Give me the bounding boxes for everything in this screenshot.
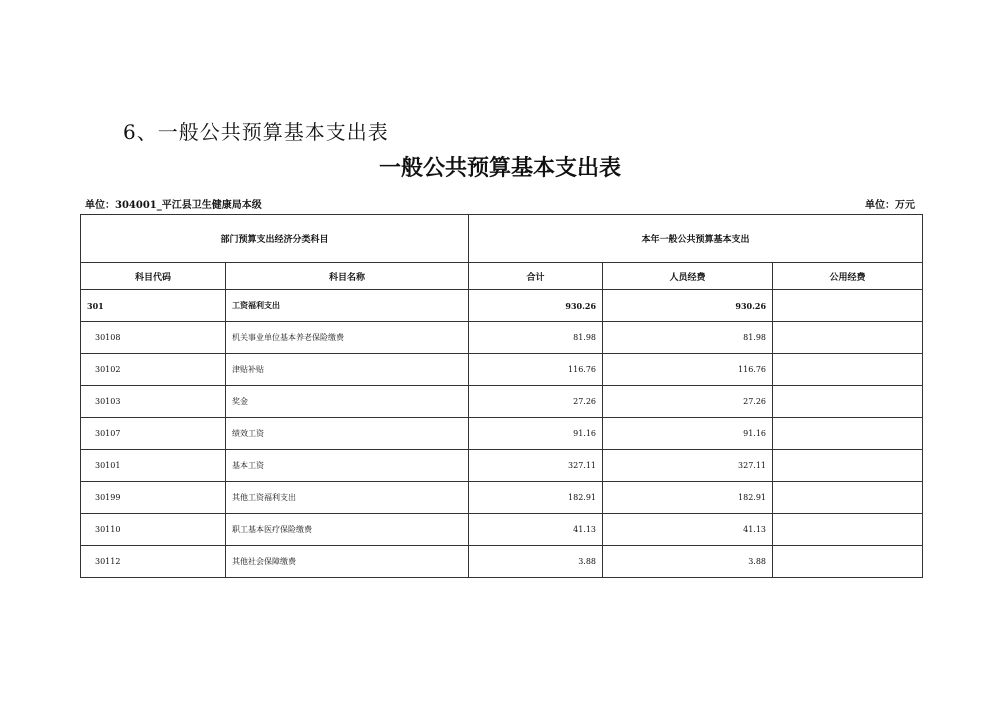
- cell-personnel: 27.26: [603, 386, 773, 418]
- header-basic-expenditure: 本年一般公共预算基本支出: [469, 215, 923, 263]
- cell-name: 工资福利支出: [226, 290, 469, 322]
- table-row: [81, 546, 923, 578]
- cell-name: 津贴补贴: [226, 354, 469, 386]
- cell-code: 30199: [81, 482, 226, 514]
- cell-public: [773, 546, 923, 578]
- budget-table: [80, 214, 923, 578]
- cell-total: 91.16: [469, 418, 603, 450]
- cell-public: [773, 290, 923, 322]
- cell-public: [773, 386, 923, 418]
- cell-personnel: 116.76: [603, 354, 773, 386]
- cell-name: 绩效工资: [226, 418, 469, 450]
- cell-personnel: 41.13: [603, 514, 773, 546]
- cell-public: [773, 482, 923, 514]
- table-row: [81, 450, 923, 482]
- cell-code: 30108: [81, 322, 226, 354]
- table-row: [81, 482, 923, 514]
- cell-total: 930.26: [469, 290, 603, 322]
- cell-total: 182.91: [469, 482, 603, 514]
- cell-name: 其他工资福利支出: [226, 482, 469, 514]
- column-header-code: 科目代码: [81, 263, 226, 290]
- cell-total: 27.26: [469, 386, 603, 418]
- page-title: 一般公共预算基本支出表: [378, 155, 621, 181]
- cell-name: 奖金: [226, 386, 469, 418]
- cell-total: 3.88: [469, 546, 603, 578]
- header-economic-classification: 部门预算支出经济分类科目: [81, 215, 469, 263]
- cell-code: 30101: [81, 450, 226, 482]
- cell-code: 30110: [81, 514, 226, 546]
- column-header-total: 合计: [469, 263, 603, 290]
- cell-personnel: 930.26: [603, 290, 773, 322]
- table-row: [81, 514, 923, 546]
- table-row: [81, 354, 923, 386]
- cell-personnel: 327.11: [603, 450, 773, 482]
- cell-total: 41.13: [469, 514, 603, 546]
- table-row: [81, 386, 923, 418]
- cell-personnel: 3.88: [603, 546, 773, 578]
- cell-public: [773, 322, 923, 354]
- cell-code: 30102: [81, 354, 226, 386]
- table-row-total: [81, 290, 923, 322]
- cell-total: 327.11: [469, 450, 603, 482]
- cell-code: 30103: [81, 386, 226, 418]
- cell-name: 其他社会保障缴费: [226, 546, 469, 578]
- cell-personnel: 81.98: [603, 322, 773, 354]
- cell-code: 30112: [81, 546, 226, 578]
- department-unit-label: 单位：304001_平江县卫生健康局本级: [85, 200, 262, 211]
- cell-public: [773, 418, 923, 450]
- column-header-personnel: 人员经费: [603, 263, 773, 290]
- cell-name: 机关事业单位基本养老保险缴费: [226, 322, 469, 354]
- section-heading: 6、一般公共预算基本支出表: [123, 120, 389, 144]
- cell-code: 301: [81, 290, 226, 322]
- cell-name: 职工基本医疗保险缴费: [226, 514, 469, 546]
- cell-personnel: 182.91: [603, 482, 773, 514]
- cell-total: 116.76: [469, 354, 603, 386]
- currency-unit-label: 单位：万元: [865, 200, 915, 211]
- table-row: [81, 418, 923, 450]
- cell-public: [773, 354, 923, 386]
- cell-name: 基本工资: [226, 450, 469, 482]
- column-header-name: 科目名称: [226, 263, 469, 290]
- cell-total: 81.98: [469, 322, 603, 354]
- table-row: [81, 322, 923, 354]
- cell-personnel: 91.16: [603, 418, 773, 450]
- cell-public: [773, 514, 923, 546]
- cell-code: 30107: [81, 418, 226, 450]
- cell-public: [773, 450, 923, 482]
- column-header-public: 公用经费: [773, 263, 923, 290]
